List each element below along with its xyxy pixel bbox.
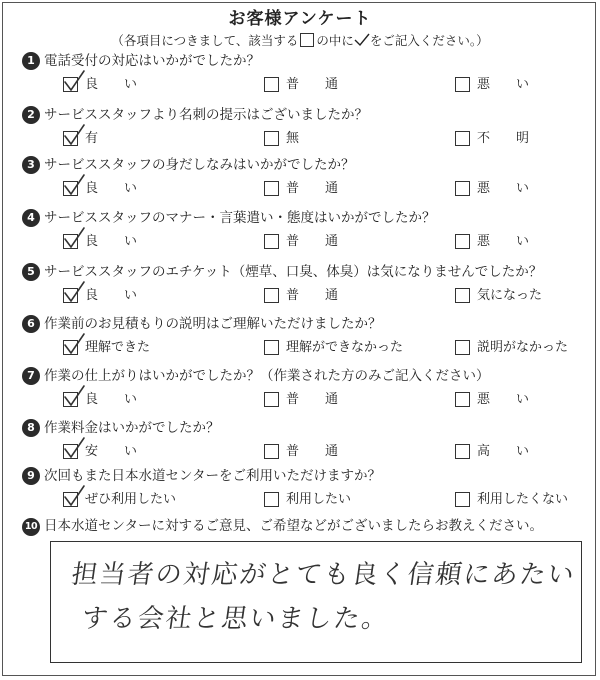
option-label: 説明がなかった bbox=[477, 340, 569, 355]
option-checkbox[interactable] bbox=[455, 234, 470, 249]
answer-option[interactable] bbox=[264, 391, 454, 409]
handwritten-comment-line-1: 担当者の対応がとても良く信頼にあたい bbox=[69, 560, 578, 590]
question-text: サービススタッフのエチケット（煙草、口臭、体臭）は気になりませんでしたか？ bbox=[44, 264, 543, 280]
handwritten-checkmark-icon bbox=[61, 383, 87, 409]
option-label: 普 通 bbox=[286, 77, 339, 92]
question-number-badge: 3 bbox=[22, 156, 40, 174]
instruction-before: （各項目につきまして、該当する bbox=[111, 33, 299, 48]
handwritten-checkmark-icon bbox=[61, 279, 87, 305]
answer-option[interactable] bbox=[455, 233, 595, 251]
question-5 bbox=[22, 262, 592, 314]
handwritten-checkmark-icon bbox=[61, 331, 87, 357]
question-8 bbox=[22, 418, 592, 470]
question-text: 電話受付の対応はいかがでしたか？ bbox=[44, 53, 260, 69]
option-label: 普 通 bbox=[286, 392, 339, 407]
option-label: 利用したくない bbox=[477, 492, 569, 507]
option-checkbox[interactable] bbox=[264, 288, 279, 303]
question-text: 次回もまた日本水道センターをご利用いただけますか？ bbox=[44, 468, 381, 484]
question-6 bbox=[22, 314, 592, 366]
answer-option[interactable] bbox=[264, 287, 454, 305]
checkbox-sample-icon bbox=[300, 33, 314, 47]
question-9 bbox=[22, 466, 592, 518]
answer-option[interactable] bbox=[264, 76, 454, 94]
question-number-badge: 4 bbox=[22, 209, 40, 227]
option-label: 悪 い bbox=[477, 181, 530, 196]
option-label: 理解できた bbox=[85, 340, 151, 355]
option-checkbox[interactable] bbox=[455, 131, 470, 146]
handwritten-checkmark-icon bbox=[61, 172, 87, 198]
question-2 bbox=[22, 105, 592, 157]
question-number-badge: 5 bbox=[22, 263, 40, 281]
option-checkbox[interactable] bbox=[455, 392, 470, 407]
answer-option[interactable] bbox=[63, 443, 263, 461]
option-checkbox[interactable] bbox=[264, 234, 279, 249]
option-label: 悪 い bbox=[477, 77, 530, 92]
answer-option[interactable] bbox=[264, 491, 454, 509]
option-checkbox[interactable] bbox=[264, 131, 279, 146]
option-label: 安 い bbox=[85, 444, 138, 459]
option-checkbox[interactable] bbox=[264, 444, 279, 459]
option-label: 気になった bbox=[477, 288, 543, 303]
option-label: 高 い bbox=[477, 444, 530, 459]
option-label: 普 通 bbox=[286, 181, 339, 196]
option-checkbox[interactable] bbox=[264, 77, 279, 92]
option-label: 良 い bbox=[85, 77, 138, 92]
answer-option[interactable] bbox=[455, 130, 595, 148]
answer-option[interactable] bbox=[455, 391, 595, 409]
option-label: 良 い bbox=[85, 181, 138, 196]
question-text: 作業料金はいかがでしたか？ bbox=[44, 420, 220, 436]
option-label: 良 い bbox=[85, 288, 138, 303]
instruction-middle: の中に bbox=[316, 33, 354, 48]
question-text: 作業前のお見積もりの説明はご理解いただけましたか？ bbox=[44, 316, 382, 332]
question-number-badge: 6 bbox=[22, 315, 40, 333]
handwritten-checkmark-icon bbox=[61, 122, 87, 148]
answer-option[interactable] bbox=[63, 287, 263, 305]
question-number-badge: 1 bbox=[22, 52, 40, 70]
option-label: 普 通 bbox=[286, 444, 339, 459]
handwritten-checkmark-icon bbox=[61, 435, 87, 461]
answer-option[interactable] bbox=[63, 180, 263, 198]
answer-option[interactable] bbox=[455, 443, 595, 461]
option-label: 有 bbox=[85, 131, 99, 146]
option-label: 利用したい bbox=[286, 492, 352, 507]
answer-option[interactable] bbox=[455, 339, 595, 357]
instruction-line bbox=[0, 31, 600, 49]
question-text: 作業の仕上がりはいかがでしたか？（作業された方のみご記入ください） bbox=[44, 368, 490, 384]
option-label: 悪 い bbox=[477, 392, 530, 407]
answer-option[interactable] bbox=[63, 491, 263, 509]
option-checkbox[interactable] bbox=[455, 288, 470, 303]
option-checkbox[interactable] bbox=[264, 181, 279, 196]
answer-option[interactable] bbox=[455, 491, 595, 509]
answer-option[interactable] bbox=[455, 287, 595, 305]
option-checkbox[interactable] bbox=[264, 492, 279, 507]
answer-option[interactable] bbox=[264, 180, 454, 198]
answer-option[interactable] bbox=[63, 391, 263, 409]
answer-option[interactable] bbox=[264, 130, 454, 148]
handwritten-checkmark-icon bbox=[61, 225, 87, 251]
option-label: ぜひ利用したい bbox=[85, 492, 177, 507]
question-heading bbox=[22, 418, 220, 438]
option-label: 普 通 bbox=[286, 234, 339, 249]
option-checkbox[interactable] bbox=[264, 340, 279, 355]
instruction-after: をご記入ください。） bbox=[369, 33, 489, 48]
option-label: 無 bbox=[286, 131, 300, 146]
question-3 bbox=[22, 155, 592, 207]
answer-option[interactable] bbox=[63, 233, 263, 251]
question-heading bbox=[22, 51, 260, 71]
answer-option[interactable] bbox=[264, 339, 454, 357]
option-label: 良 い bbox=[85, 234, 138, 249]
question-text: サービススタッフの身だしなみはいかがでしたか？ bbox=[44, 157, 355, 173]
option-label: 不 明 bbox=[477, 131, 530, 146]
option-checkbox[interactable] bbox=[455, 444, 470, 459]
option-checkbox[interactable] bbox=[455, 181, 470, 196]
option-label: 普 通 bbox=[286, 288, 339, 303]
option-label: 良 い bbox=[85, 392, 138, 407]
question-number-badge: 2 bbox=[22, 106, 40, 124]
answer-option[interactable] bbox=[63, 76, 263, 94]
question-number-badge: 7 bbox=[22, 367, 40, 385]
question-10-heading bbox=[22, 516, 543, 536]
option-checkbox[interactable] bbox=[264, 392, 279, 407]
answer-option[interactable] bbox=[264, 443, 454, 461]
question-4 bbox=[22, 208, 592, 260]
question-heading bbox=[22, 262, 542, 282]
option-label: 悪 い bbox=[477, 234, 530, 249]
question-text: サービススタッフのマナー・言葉遣い・態度はいかがでしたか？ bbox=[44, 210, 436, 226]
answer-option[interactable] bbox=[63, 130, 263, 148]
question-text: 日本水道センターに対するご意見、ご希望などがございましたらお教えください。 bbox=[44, 518, 543, 534]
answer-option[interactable] bbox=[264, 233, 454, 251]
question-1 bbox=[22, 51, 592, 103]
question-number-badge: 10 bbox=[22, 518, 40, 536]
handwritten-comment-line-2: する会社と思いました。 bbox=[79, 604, 392, 634]
option-checkbox[interactable] bbox=[455, 492, 470, 507]
option-checkbox[interactable] bbox=[455, 340, 470, 355]
option-label: 理解ができなかった bbox=[286, 340, 404, 355]
answer-option[interactable] bbox=[455, 180, 595, 198]
answer-option[interactable] bbox=[455, 76, 595, 94]
question-number-badge: 8 bbox=[22, 419, 40, 437]
option-checkbox[interactable] bbox=[455, 77, 470, 92]
question-7 bbox=[22, 366, 592, 418]
answer-option[interactable] bbox=[63, 339, 263, 357]
form-title: お客様アンケート bbox=[228, 9, 372, 29]
question-text: サービススタッフより名刺の提示はございましたか？ bbox=[44, 107, 368, 123]
question-heading bbox=[22, 366, 490, 386]
question-number-badge: 9 bbox=[22, 467, 40, 485]
checkmark-sample-icon bbox=[354, 33, 370, 47]
handwritten-checkmark-icon bbox=[61, 483, 87, 509]
handwritten-checkmark-icon bbox=[61, 68, 87, 94]
